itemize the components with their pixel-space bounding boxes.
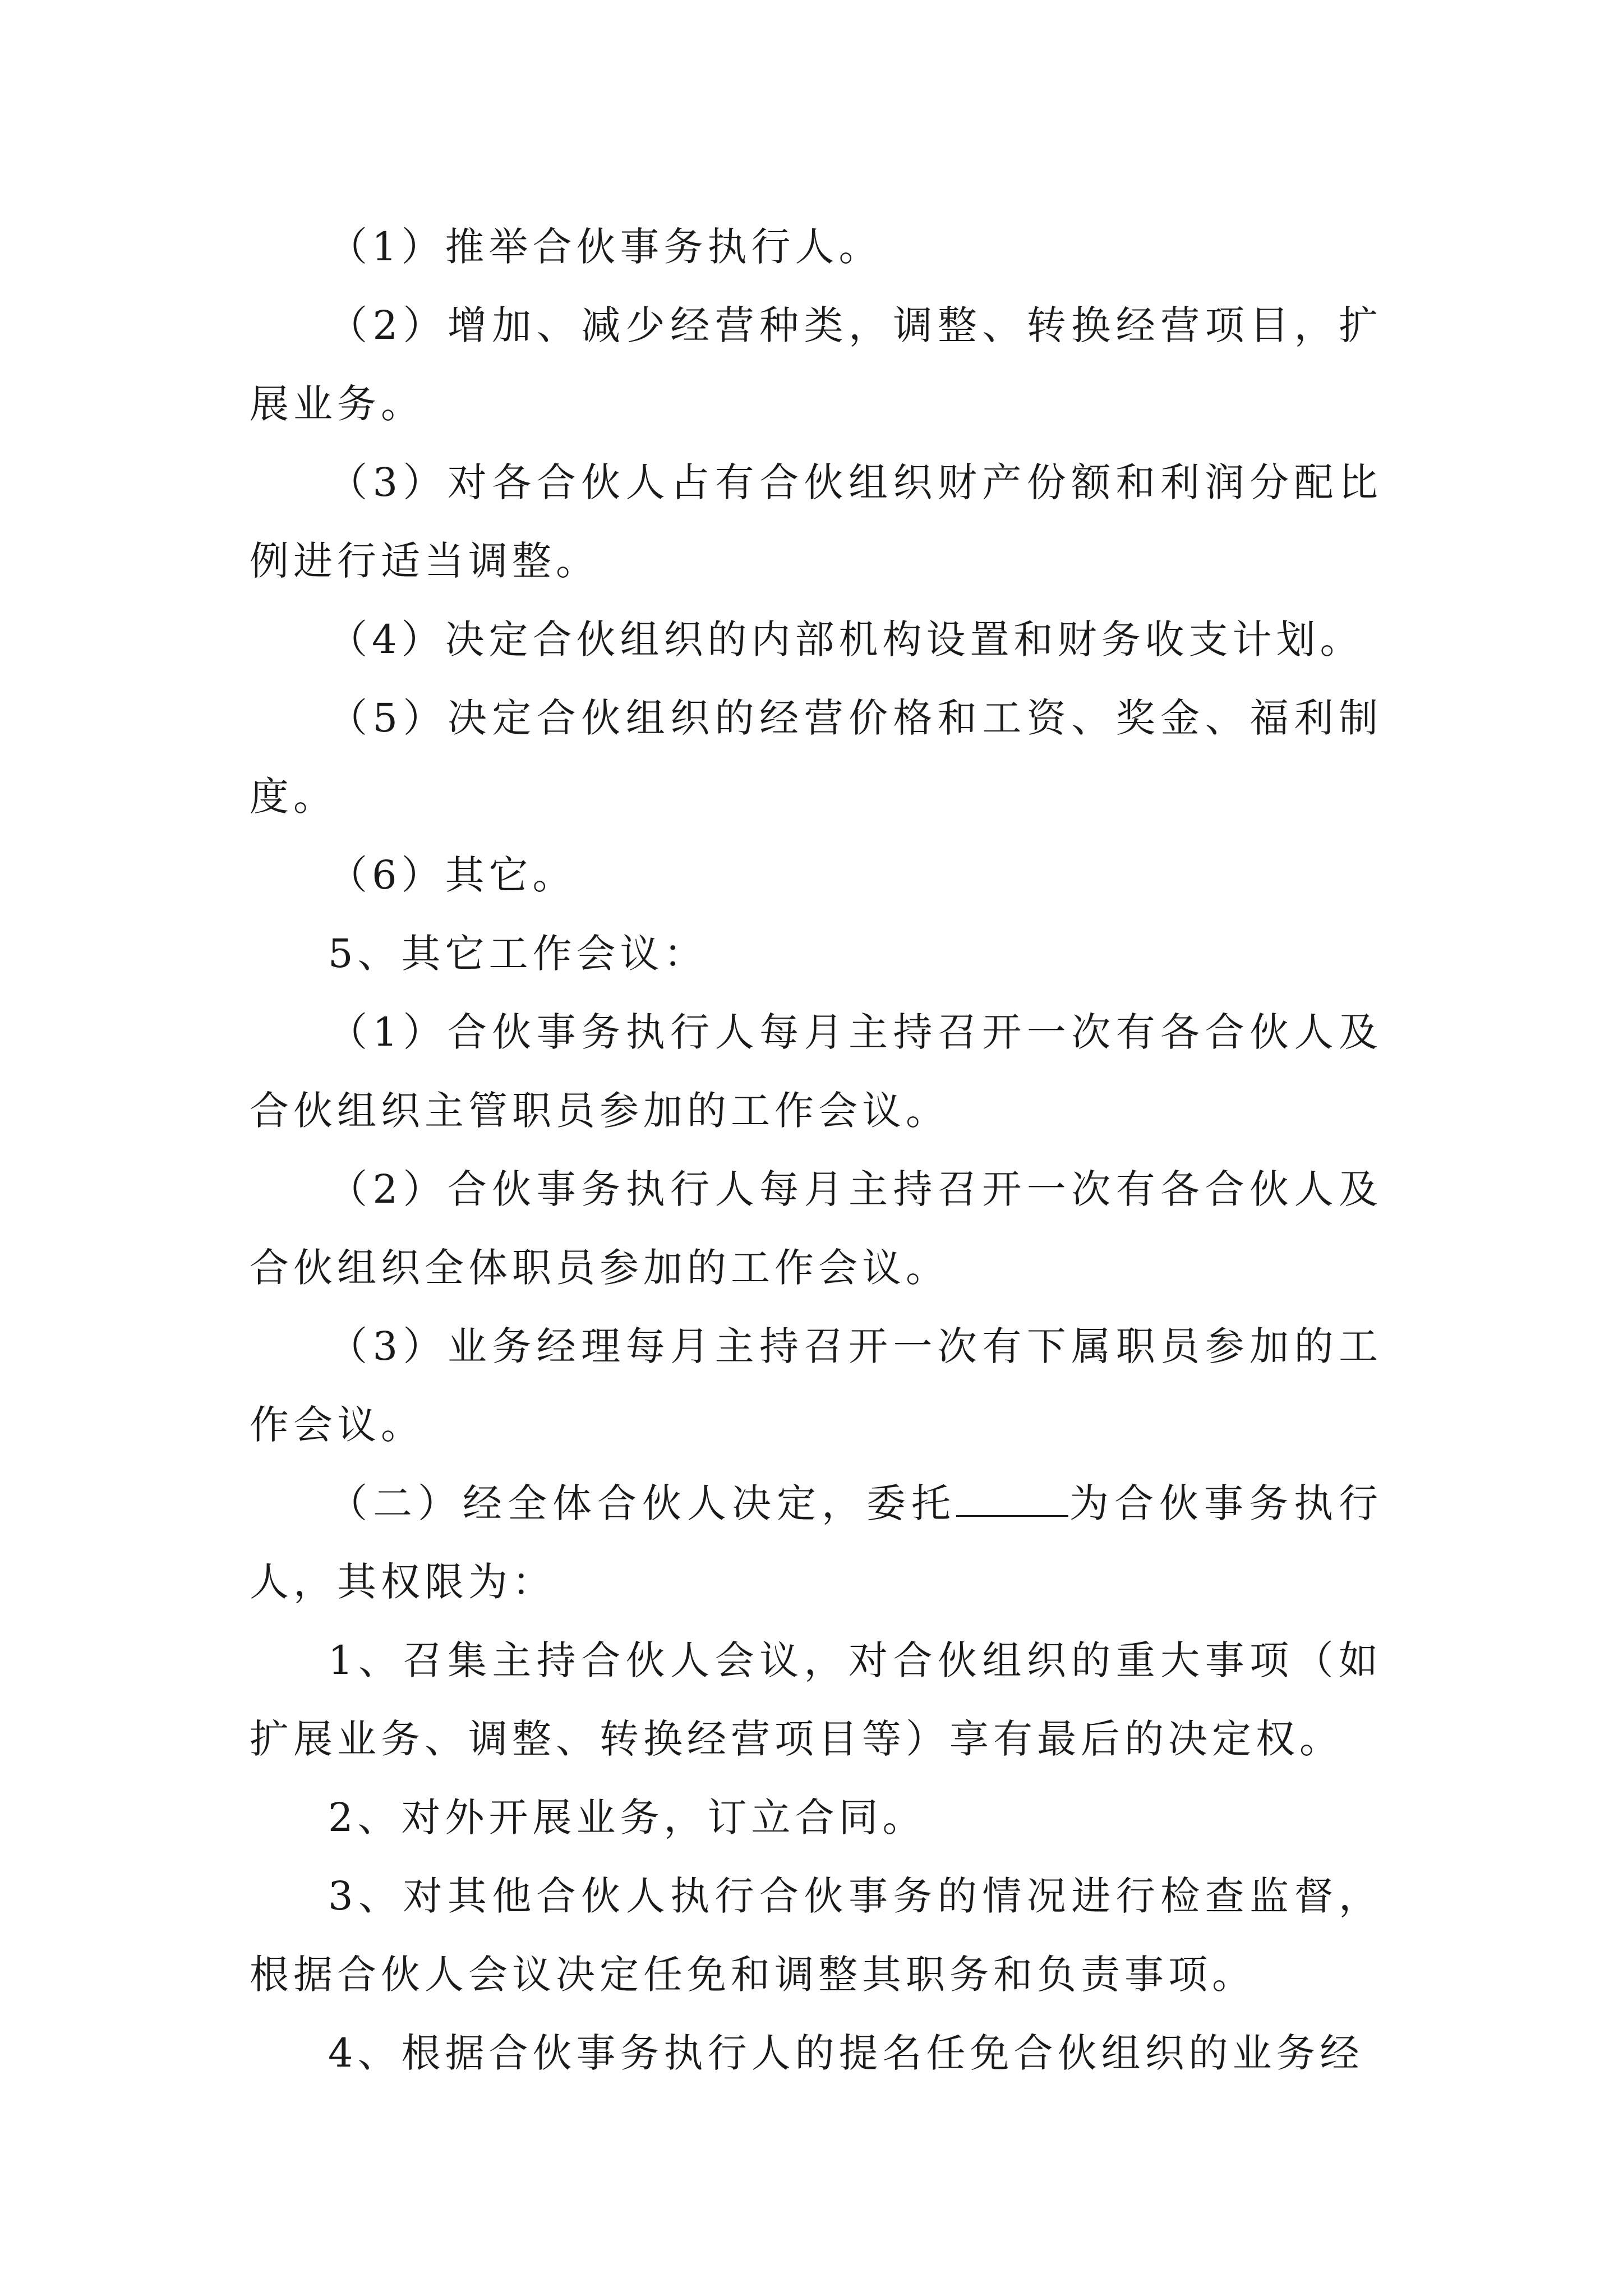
entrust-text-after: 为合伙事务执行人，其权限为：: [250, 1480, 1382, 1605]
paragraph-item-3: （3）对各合伙人占有合伙组织财产份额和利润分配比例进行适当调整。: [250, 459, 1382, 584]
document-body: [250, 208, 1382, 2092]
entrust-paragraph: [250, 1464, 1382, 1621]
paragraph-item-4: （4）决定合伙组织的内部机构设置和财务收支计划。: [328, 616, 1364, 662]
meeting-item-3: （3）业务经理每月主持召开一次有下属职员参加的工作会议。: [250, 1323, 1382, 1448]
meeting-item-1: （1）合伙事务执行人每月主持召开一次有各合伙人及合伙组织主管职员参加的工作会议。: [250, 1009, 1382, 1134]
section-heading-other-meetings: 5、其它工作会议：: [328, 931, 708, 977]
authority-item-4: 4、根据合伙事务执行人的提名任免合伙组织的业务经: [328, 2030, 1364, 2076]
authority-item-1: 1、召集主持合伙人会议，对合伙组织的重大事项（如扩展业务、调整、转换经营项目等）享有最后的决定权。: [250, 1637, 1382, 1762]
paragraph-item-2: （2）增加、减少经营种类，调整、转换经营项目，扩展业务。: [250, 302, 1382, 427]
paragraph-item-5: （5）决定合伙组织的经营价格和工资、奖金、福利制度。: [250, 695, 1382, 820]
executor-name-blank: [956, 1480, 1068, 1517]
paragraph-item-6: （6）其它。: [328, 852, 577, 898]
paragraph-item-1: （1）推举合伙事务执行人。: [328, 224, 883, 270]
authority-item-2: 2、对外开展业务，订立合同。: [328, 1795, 926, 1841]
authority-item-3: 3、对其他合伙人执行合伙事务的情况进行检查监督，根据合伙人会议决定任免和调整其职务和负责事项。: [250, 1873, 1382, 1998]
meeting-item-2: （2）合伙事务执行人每月主持召开一次有各合伙人及合伙组织全体职员参加的工作会议。: [250, 1166, 1382, 1291]
entrust-text-before: （二）经全体合伙人决定，委托: [328, 1480, 956, 1526]
